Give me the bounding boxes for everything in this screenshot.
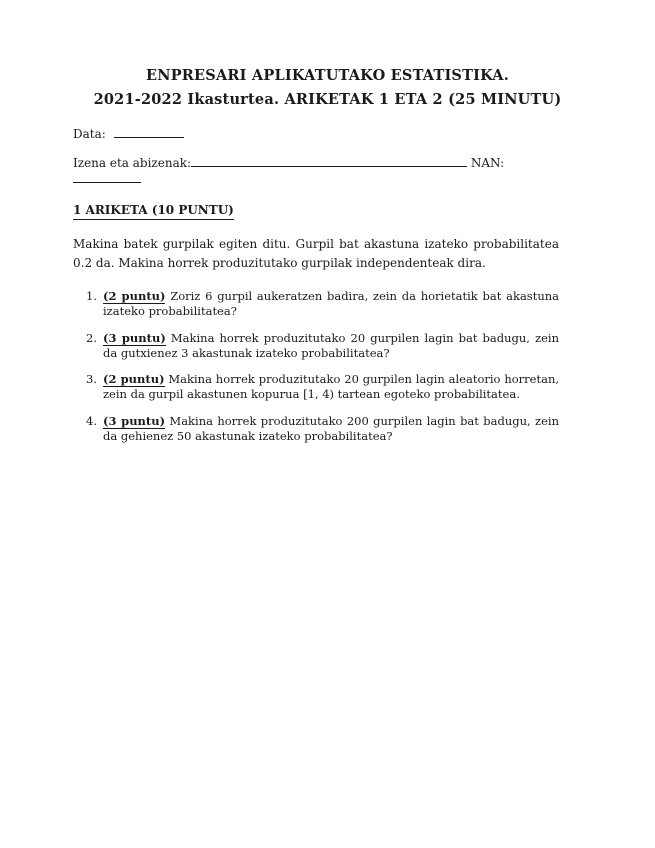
date-blank: [114, 125, 184, 138]
date-label: Data:: [73, 127, 106, 141]
exam-subtitle: 2021-2022 Ikasturtea. ARIKETAK 1 ETA 2 (25 MINUTU): [93, 91, 562, 108]
question-points: (3 puntu): [103, 414, 166, 428]
id-label: NAN:: [470, 156, 505, 170]
question-text: Makina horrek produzitutako 20 gurpilen lagin bat badugu, zein da gutxienez 3 akastunak izateko probabilitatea?: [103, 331, 560, 360]
question-points: (2 puntu): [103, 289, 166, 303]
question-number: 2.: [86, 331, 97, 345]
question-text: Zoriz 6 gurpil aukeratzen badira, zein da horietatik bat akastuna izateko probabilitatea?: [103, 289, 559, 318]
question-text: Makina horrek produzitutako 20 gurpilen lagin aleatorio horretan, zein da gurpil akastunen kopurua [1, 4) tartean egoteko probabilitatea.: [103, 372, 560, 401]
question-number: 4.: [86, 414, 97, 428]
question-body: [103, 372, 559, 402]
course-title: ENPRESARI APLIKATUTAKO ESTATISTIKA.: [145, 67, 509, 84]
name-id-field: [73, 154, 559, 186]
date-field: [73, 125, 184, 141]
question-body: [103, 331, 559, 361]
name-blank: [191, 154, 467, 167]
question-number: 1.: [86, 289, 97, 303]
section-intro: Makina batek gurpilak egiten ditu. Gurpil bat akastuna izateko probabilitatea 0.2 da. Makina horrek produzitutako gurpilak independenteak dira.: [73, 237, 559, 270]
question-number: 3.: [86, 372, 97, 386]
question-body: [103, 289, 559, 319]
question-body: [103, 414, 559, 444]
question-text: Makina horrek produzitutako 200 gurpilen lagin bat badugu, zein da gehienez 50 akastunak izateko probabilitatea?: [103, 414, 560, 443]
name-label: Izena eta abizenak:: [73, 156, 192, 170]
question-points: (2 puntu): [103, 372, 165, 386]
id-blank: [73, 170, 141, 183]
question-points: (3 puntu): [103, 331, 166, 345]
section-heading: 1 ARIKETA (10 PUNTU): [73, 203, 234, 220]
